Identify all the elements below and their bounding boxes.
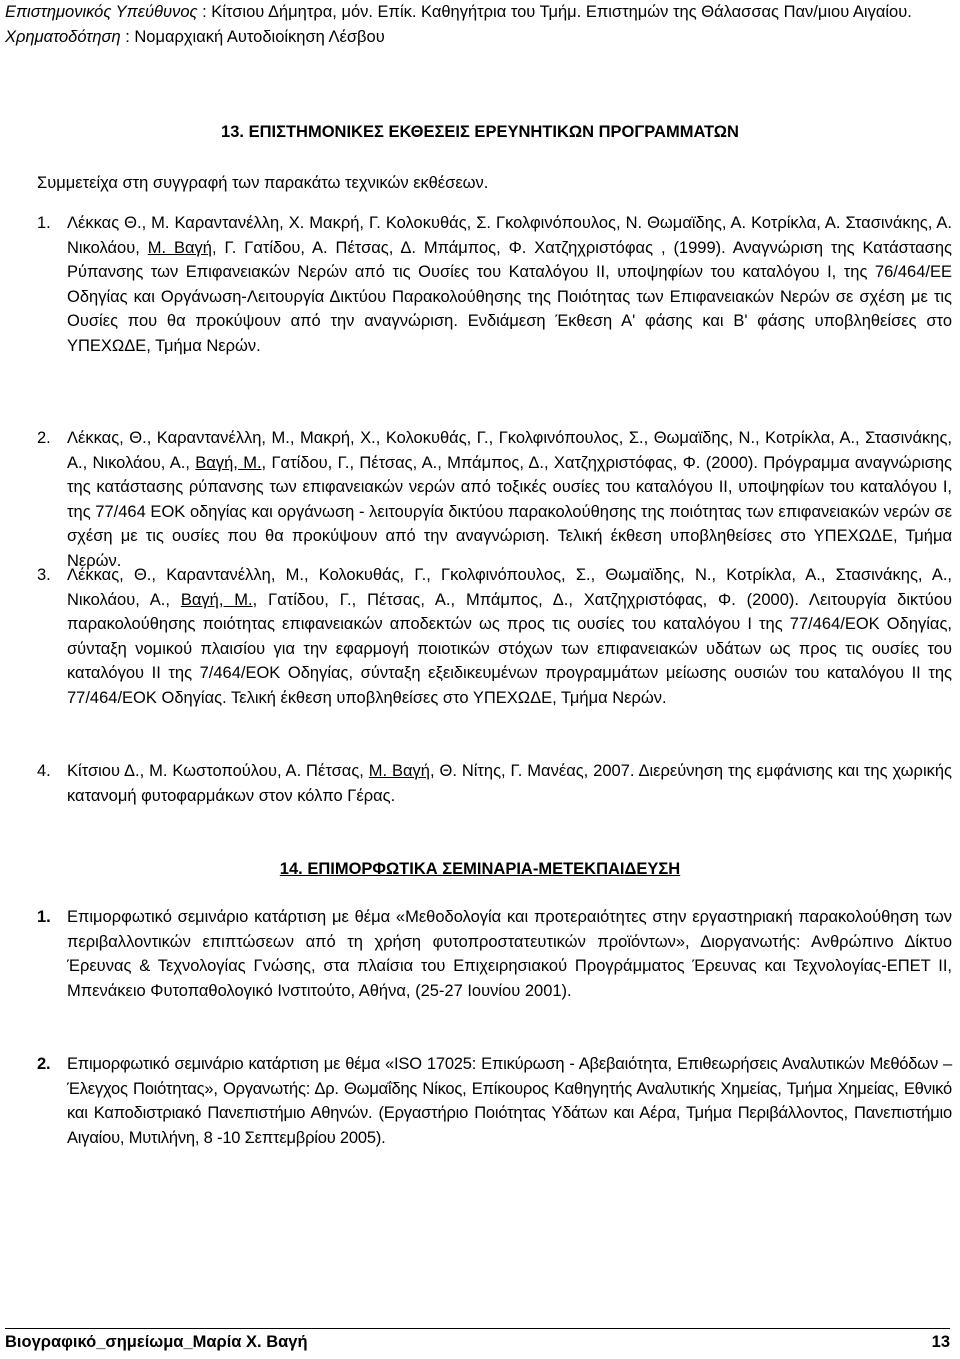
entry-highlight-author: Μ. Βαγή: [147, 238, 212, 257]
entry-details: , Θ. Νίτης, Γ. Μανέας, 2007. Διερεύνηση της εμφάνισης και της χωρικής κατανομή φυτοφαρμάκων στον κόλπο Γέρας.: [67, 762, 952, 805]
entry-authors: Λέκκας, Θ., Καραντανέλλη, Μ., Κολοκυθάς, Γ., Γκολφινόπουλος, Σ., Θωμαϊδης, Ν., Κοτρίκλα, Α., Στασινάκης, Α., Νικολάου, Α.,: [67, 566, 952, 609]
entry-number: 1.: [37, 908, 51, 926]
entry-number: 3.: [37, 566, 51, 584]
supervisor-label: Επιστημονικός Υπεύθυνος: [5, 3, 198, 21]
funding-line: [5, 25, 953, 50]
entry-text: Επιμορφωτικό σεμινάριο κατάρτιση με θέμα «ISO 17025: Επικύρωση - Αβεβαιότητα, Επιθεωρήσεις Αναλυτικών Μεθόδων – Έλεγχος Ποιότητας», Οργανωτής: Δρ. Θωμαΐδης Νίκος, Επίκουρος Καθηγητής Αναλυτικής Χημείας, Τμήμα Χημείας, Εθνικό και Καποδιστριακό Πανεπιστήμιο Αθηνών. (Εργαστήριο Ποιότητας Υδάτων και Αέρα, Τμήμα Περιβάλλοντος, Πανεπιστήμιο Αιγαίου, Μυτιλήνη, 8 -10 Σεπτεμβρίου 2005).: [67, 1055, 952, 1147]
seminar-entry-2: [37, 1052, 952, 1150]
funding-label: Χρηματοδότηση: [5, 27, 121, 46]
section-13-title: 13. ΕΠΙΣΤΗΜΟΝΙΚΕΣ ΕΚΘΕΣΕΙΣ ΕΡΕΥΝΗΤΙΚΩΝ ΠΡΟΓΡΑΜΜΑΤΩΝ: [221, 123, 739, 141]
section-13-intro: Συμμετείχα στη συγγραφή των παρακάτω τεχνικών εκθέσεων.: [37, 174, 489, 192]
report-entry-1: [37, 211, 952, 358]
supervisor-line: [5, 0, 953, 25]
header-block: [5, 0, 953, 49]
section-14-title: 14. ΕΠΙΜΟΡΦΩΤΙΚΑ ΣΕΜΙΝΑΡΙΑ-ΜΕΤΕΚΠΑΙΔΕΥΣΗ: [279, 860, 681, 878]
entry-text: Επιμορφωτικό σεμινάριο κατάρτιση με θέμα «Μεθοδολογία και προτεραιότητες στην εργαστηριακή παρακολούθηση των περιβαλλοντικών επιπτώσεων από τη χρήση φυτοπροστατευτικών προϊόντων», Διοργανωτής: Ανθρώπινο Δίκτυο Έρευνας & Τεχνολογίας Γνώσης, στα πλαίσια του Επιχειρησιακού Προγράμματος Έρευνας και Τεχνολογίας-ΕΠΕΤ ΙΙ, Μπενάκειο Φυτοπαθολογικό Ινστιτούτο, Αθήνα, (25-27 Ιουνίου 2001).: [67, 908, 952, 1000]
entry-authors: Λέκκας, Θ., Καραντανέλλη, Μ., Μακρή, Χ., Κολοκυθάς, Γ., Γκολφινόπουλος, Σ., Θωμαϊδης, Ν., Κοτρίκλα, Α., Στασινάκης, Α., Νικολάου, Α.,: [67, 429, 952, 472]
entry-number: 2.: [37, 1055, 51, 1073]
report-entry-4: [37, 759, 952, 808]
entry-number: 2.: [37, 429, 51, 447]
entry-highlight-author: Βαγή, Μ.: [195, 453, 262, 472]
supervisor-value: : Κίτσιου Δήμητρα, μόν. Επίκ. Καθηγήτρια του Τμήμ. Επιστημών της Θάλασσας Παν/μιου Αιγαίου.: [197, 3, 912, 21]
report-entry-3: [37, 563, 952, 710]
report-entry-2: [37, 426, 952, 573]
entry-text: [67, 759, 952, 808]
footer-page-number: 13: [931, 1333, 950, 1351]
entry-number: 1.: [37, 214, 51, 232]
entry-details: , Γατίδου, Γ., Πέτσας, Α., Μπάμπος, Δ., Χατζηχριστόφας, Φ. (2000). Λειτουργία δικτύου παρακολούθησης ποιότητας επιφανειακών αποδεκτών ως προς τις ουσίες του καταλόγου Ι της 77/464/ΕΟΚ Οδηγίας, σύνταξη νομικού πλαισίου για την εφαρμογή ποιοτικών στόχων των επιφανειακών υδάτων ως προς τις ουσίες του καταλόγου ΙΙ της 7/464/ΕΟΚ Οδηγίας, σύνταξη εξειδικευμένων προγραμμάτων μείωσης ουσιών του καταλόγου ΙΙ της 77/464/ΕΟΚ Οδηγίας. Τελική έκθεση υποβληθείσες στο ΥΠΕΧΩΔΕ, Τμήμα Νερών.: [67, 590, 953, 707]
entry-highlight-author: Μ. Βαγή: [368, 762, 430, 780]
entry-authors: Λέκκας Θ., Μ. Καραντανέλλη, Χ. Μακρή, Γ. Κολοκυθάς, Σ. Γκολφινόπουλος, Ν. Θωμαϊδης, Α. Κοτρίκλα, Α. Στασινάκης, Α. Νικολάου,: [67, 214, 952, 257]
entry-highlight-author: Βαγή, Μ.: [180, 590, 253, 609]
funding-value: : Νομαρχιακή Αυτοδιοίκηση Λέσβου: [120, 27, 385, 46]
page-footer: [5, 1328, 950, 1355]
entry-details: , Γ. Γατίδου, Α. Πέτσας, Δ. Μπάμπος, Φ. Χατζηχριστόφας , (1999). Αναγνώριση της Κατάστασης Ρύπανσης των Επιφανειακών Νερών από τις Ουσίες του Καταλόγου ΙΙ, υποψηφίων του καταλόγου Ι, της 76/464/ΕΕ Οδηγίας και Οργάνωση-Λειτουργία Δικτύου Παρακολούθησης της Ποιότητας των Επιφανειακών Νερών σε σχέση με τις Ουσίες που θα προκύψουν από την αναγνώριση. Ενδιάμεση Έκθεση Α' φάσης και Β' φάσης υποβληθείσες στο ΥΠΕΧΩΔΕ, Τμήμα Νερών.: [67, 238, 952, 355]
entry-details: , Γατίδου, Γ., Πέτσας, Α., Μπάμπος, Δ., Χατζηχριστόφας, Φ. (2000). Πρόγραμμα αναγνώρισης της κατάστασης ρύπανσης των επιφανειακών νερών από τοξικές ουσίες του καταλόγου ΙΙ, υποψηφίων του καταλόγου Ι, της 77/464 ΕΟΚ οδηγίας και οργάνωση - λειτουργία δικτύου παρακολούθησης της ποιότητας των επιφανειακών νερών σε σχέση με τις ουσίες που θα προκύψουν από την αναγνώριση. Τελική έκθεση υποβληθείσες στο ΥΠΕΧΩΔΕ, Τμήμα Νερών.: [67, 453, 952, 570]
seminar-entry-1: [37, 905, 952, 1003]
entry-number: 4.: [37, 762, 51, 780]
footer-document-name: Βιογραφικό_σημείωμα_Μαρία Χ. Βαγή: [5, 1333, 308, 1351]
entry-authors: Κίτσιου Δ., Μ. Κωστοπούλου, Α. Πέτσας,: [67, 762, 369, 780]
entry-text: [67, 211, 952, 358]
entry-text: [67, 426, 952, 573]
entry-text: [67, 563, 952, 710]
